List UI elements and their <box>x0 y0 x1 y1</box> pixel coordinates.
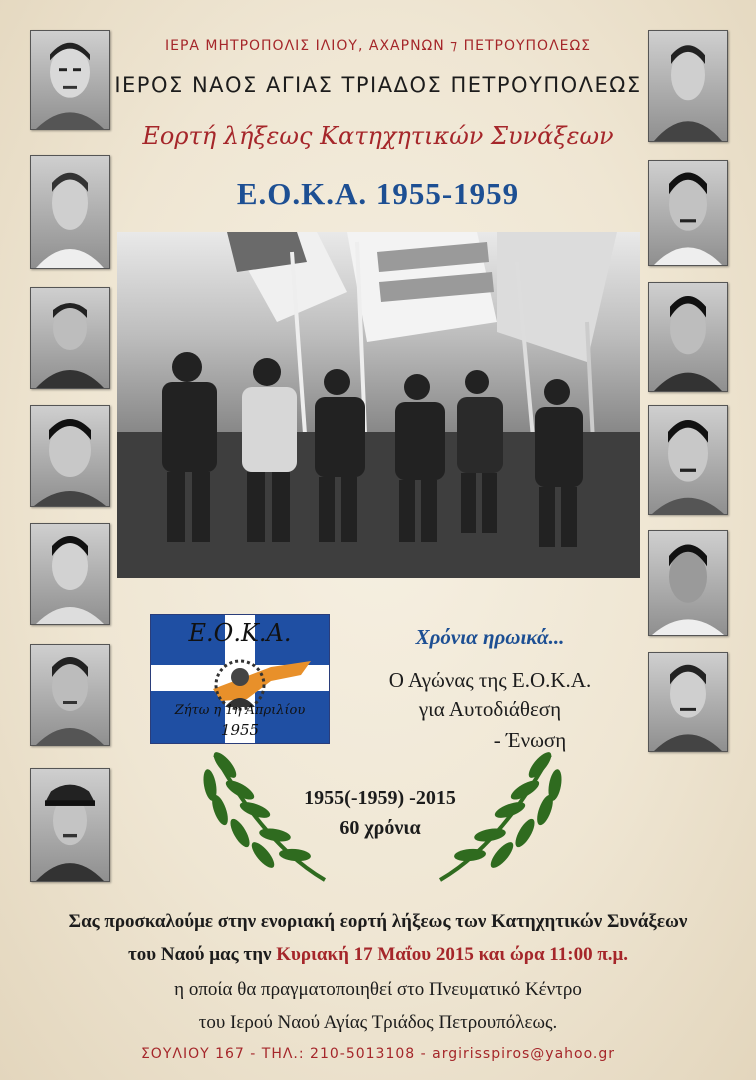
struggle-text: Ο Αγώνας της Ε.Ο.Κ.Α. <box>388 668 592 692</box>
years-range: 1955(-1959) -2015 <box>304 787 456 809</box>
laurel-branch-left-icon <box>185 745 335 885</box>
anniversary-text: 60 χρόνια <box>339 817 421 839</box>
portrait-left-2 <box>30 155 110 269</box>
flag-motto: Ζήτω η 1η Απριλίου <box>174 703 306 718</box>
portrait-right-4 <box>648 405 728 515</box>
church-heading: ΙΕΡΟΣ ΝΑΟΣ ΑΓΙΑΣ ΤΡΙΑΔΟΣ ΠΕΤΡΟΥΠΟΛΕΩΣ <box>114 73 642 97</box>
event-title: Εορτή λήξεως Κατηχητικών Συνάξεων <box>142 122 614 150</box>
portrait-right-6 <box>648 652 728 752</box>
portrait-right-3 <box>648 282 728 392</box>
invitation-line-3: η οποία θα πραγματοποιηθεί στο Πνευματικό Κέντρο <box>174 979 582 1000</box>
theme-title: Ε.Ο.Κ.Α. 1955-1959 <box>236 176 520 211</box>
invitation-line-2-prefix: του Ναού μας την <box>127 944 277 965</box>
event-date: Κυριακή 17 Μαΐου 2015 και ώρα 11:00 π.μ. <box>276 944 629 965</box>
contact-footer: ΣΟΥΛΙΟΥ 167 - ΤΗΛ.: 210-5013108 - argirisspiros@yahoo.gr <box>140 1046 616 1062</box>
invitation-line-2 <box>0 944 756 966</box>
self-determination-text: για Αυτοδιάθεση <box>418 697 562 721</box>
portrait-left-3 <box>30 287 110 389</box>
invitation-line-1: Σας προσκαλούμε στην ενοριακή εορτή λήξεως των Κατηχητικών Συνάξεων <box>68 911 688 932</box>
flag-year: 1955 <box>220 721 260 739</box>
metropolis-heading: ΙΕΡΑ ΜΗΤΡΟΠΟΛΙΣ ΙΛΙΟΥ, ΑΧΑΡΝΩΝ ⁊ ΠΕΤΡΟΥΠΟΛΕΩΣ <box>164 38 592 54</box>
union-text: - Ένωση <box>493 728 567 752</box>
eoka-march-photo <box>117 232 640 578</box>
portrait-right-5 <box>648 530 728 636</box>
laurel-branch-right-icon <box>430 745 580 885</box>
portrait-left-5 <box>30 523 110 625</box>
invitation-line-4: του Ιερού Ναού Αγίας Τριάδος Πετρουπόλεως. <box>198 1012 558 1033</box>
heroic-years-text: Χρόνια ηρωικά... <box>415 625 565 649</box>
portrait-left-7 <box>30 768 110 882</box>
eoka-flag <box>150 614 330 744</box>
portrait-left-6 <box>30 644 110 746</box>
portrait-left-4 <box>30 405 110 507</box>
flag-top-text: Ε.Ο.Κ.Α. <box>188 619 292 647</box>
